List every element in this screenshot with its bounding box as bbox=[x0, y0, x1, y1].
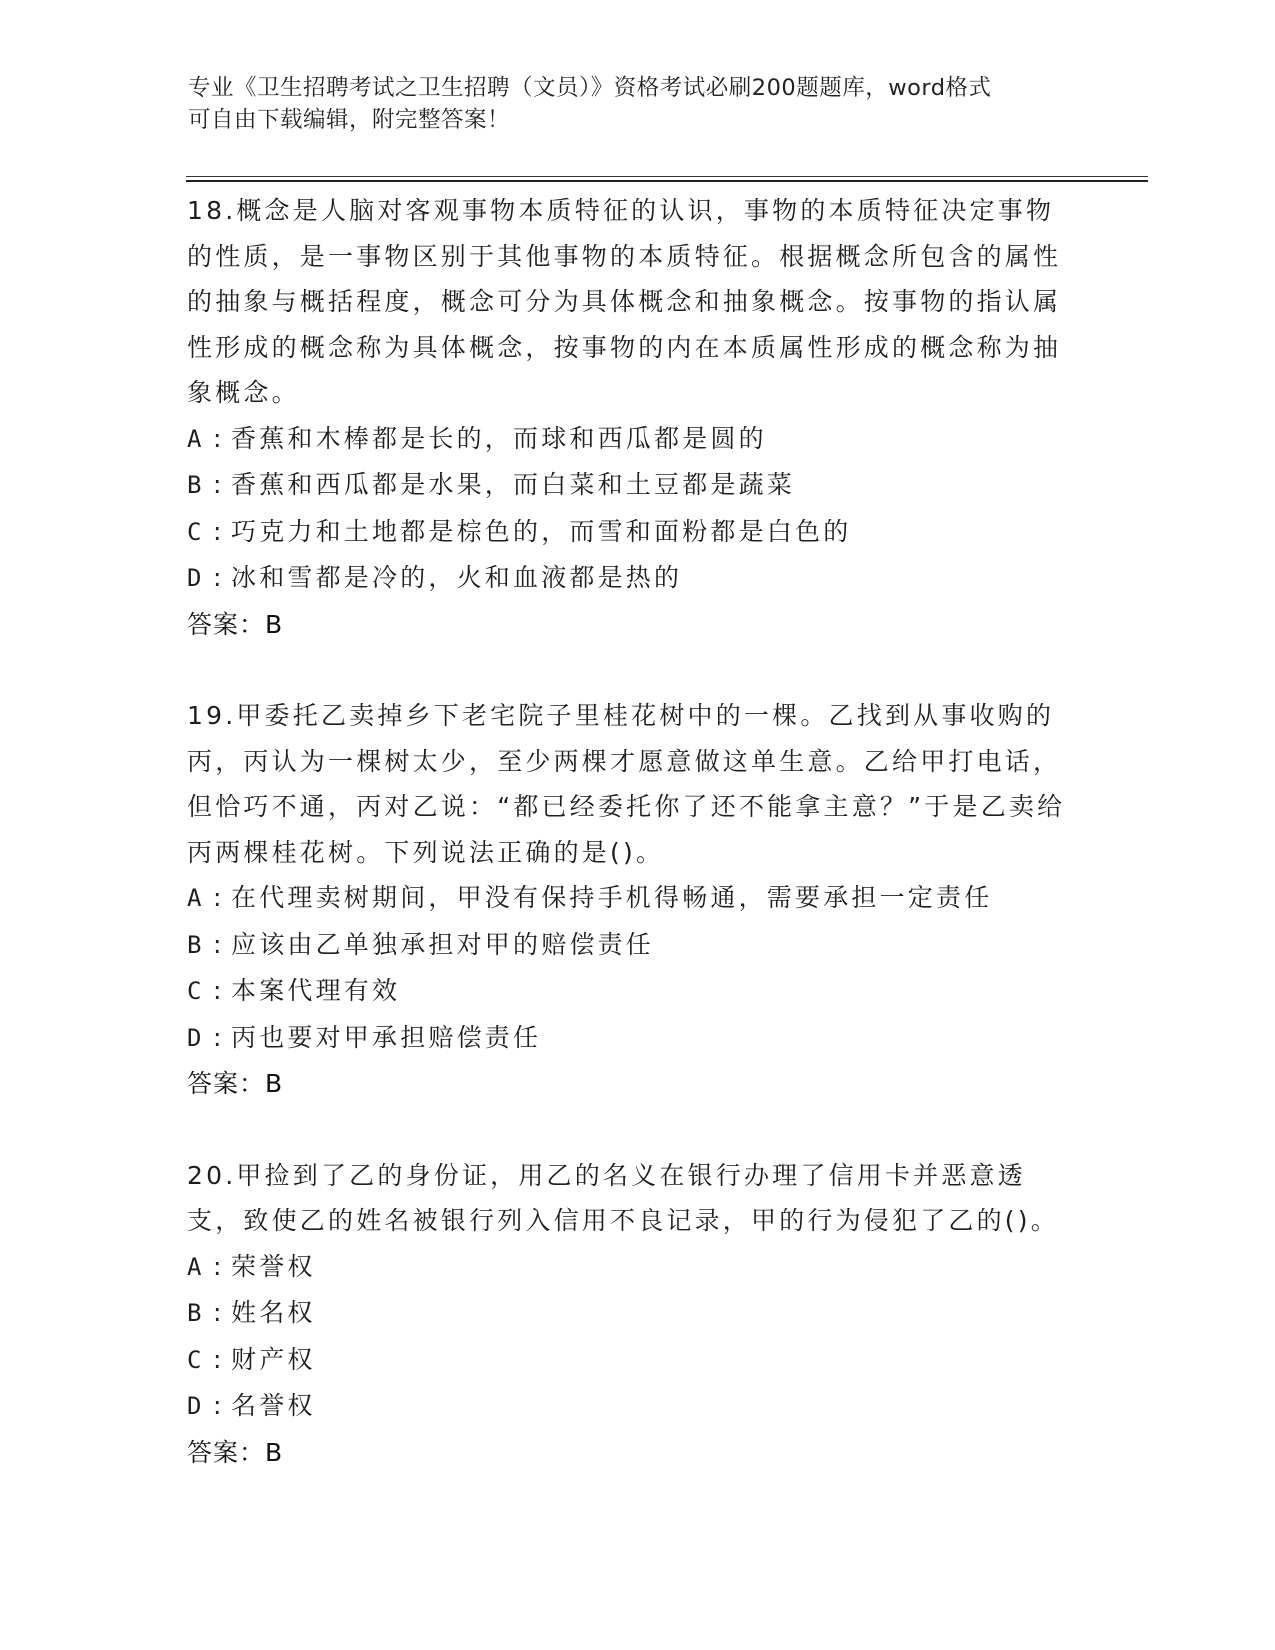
option-letter: A bbox=[187, 1252, 202, 1281]
option-colon: : bbox=[213, 976, 222, 1005]
question-18 bbox=[187, 188, 1077, 647]
option-text: 冰和雪都是冷的，火和血液都是热的 bbox=[231, 563, 683, 592]
option-d bbox=[187, 1383, 1077, 1430]
header-divider-thin bbox=[186, 176, 1148, 177]
option-letter: C bbox=[187, 1345, 202, 1374]
option-colon: : bbox=[213, 929, 222, 959]
option-b bbox=[187, 922, 1077, 969]
question-20 bbox=[187, 1153, 1077, 1476]
option-letter: C bbox=[187, 517, 202, 546]
option-colon: : bbox=[213, 563, 222, 592]
option-letter: B bbox=[187, 930, 202, 959]
option-text: 香蕉和西瓜都是水果，而白菜和土豆都是蔬菜 bbox=[231, 470, 796, 499]
option-letter: C bbox=[187, 977, 202, 1005]
option-text: 财产权 bbox=[231, 1344, 316, 1374]
option-letter: B bbox=[187, 1299, 202, 1327]
option-c bbox=[187, 968, 1077, 1015]
option-text: 在代理卖树期间，甲没有保持手机得畅通，需要承担一定责任 bbox=[231, 883, 993, 912]
option-text: 荣誉权 bbox=[231, 1251, 316, 1281]
option-colon: : bbox=[213, 883, 222, 912]
question-19 bbox=[187, 693, 1077, 1107]
document-header bbox=[188, 72, 1078, 136]
option-text: 本案代理有效 bbox=[231, 976, 401, 1005]
header-divider-thick bbox=[186, 180, 1148, 182]
option-letter: D bbox=[187, 1023, 202, 1052]
option-letter: A bbox=[187, 424, 202, 453]
option-colon: : bbox=[213, 1344, 222, 1374]
option-letter: A bbox=[187, 884, 202, 912]
option-c bbox=[187, 1337, 1077, 1384]
option-text: 姓名权 bbox=[231, 1298, 316, 1327]
option-letter: D bbox=[187, 1392, 202, 1420]
option-c bbox=[187, 509, 1077, 556]
answer-label: 答案：B bbox=[187, 1069, 284, 1098]
option-colon: : bbox=[213, 470, 222, 499]
option-colon: : bbox=[213, 1391, 222, 1420]
question-stem: 18.概念是人脑对客观事物本质特征的认识，事物的本质特征决定事物的性质，是一事物区别于其他事物的本质特征。根据概念所包含的属性的抽象与概括程度，概念可分为具体概念和抽象概念。按事物的指认属性形成的概念称为具体概念，按事物的内在本质属性形成的概念称为抽象概念。 bbox=[187, 196, 1062, 407]
question-list bbox=[187, 188, 1077, 1521]
option-text: 丙也要对甲承担赔偿责任 bbox=[231, 1022, 542, 1052]
option-colon: : bbox=[213, 1022, 222, 1052]
option-text: 香蕉和木棒都是长的，而球和西瓜都是圆的 bbox=[231, 423, 767, 453]
answer-label: 答案：B bbox=[187, 609, 284, 639]
question-stem: 19.甲委托乙卖掉乡下老宅院子里桂花树中的一棵。乙找到从事收购的丙，丙认为一棵树太少，至少两棵才愿意做这单生意。乙给甲打电话，但恰巧不通，丙对乙说：“都已经委托你了还不能拿主意？”于是乙卖给丙两棵桂花树。下列说法正确的是()。 bbox=[187, 701, 1066, 867]
option-text: 应该由乙单独承担对甲的赔偿责任 bbox=[231, 929, 655, 959]
option-colon: : bbox=[213, 1298, 222, 1327]
option-b bbox=[187, 1290, 1077, 1337]
option-b bbox=[187, 462, 1077, 509]
option-text: 名誉权 bbox=[231, 1391, 316, 1420]
option-colon: : bbox=[213, 516, 222, 546]
option-a bbox=[187, 1244, 1077, 1291]
option-letter: B bbox=[187, 471, 202, 499]
option-colon: : bbox=[213, 1251, 222, 1281]
option-text: 巧克力和土地都是棕色的，而雪和面粉都是白色的 bbox=[231, 516, 852, 546]
option-d bbox=[187, 1015, 1077, 1062]
option-colon: : bbox=[213, 423, 222, 453]
option-d bbox=[187, 555, 1077, 602]
answer-label: 答案：B bbox=[187, 1437, 284, 1467]
header-line-1: 专业《卫生招聘考试之卫生招聘（文员）》资格考试必刷200题题库，word格式 bbox=[188, 75, 992, 101]
header-line-2: 可自由下载编辑，附完整答案！ bbox=[188, 107, 511, 133]
option-a bbox=[187, 875, 1077, 922]
option-a bbox=[187, 416, 1077, 463]
question-stem: 20.甲捡到了乙的身份证，用乙的名义在银行办理了信用卡并恶意透支，致使乙的姓名被银行列入信用不良记录，甲的行为侵犯了乙的()。 bbox=[187, 1160, 1059, 1235]
option-letter: D bbox=[187, 564, 202, 592]
